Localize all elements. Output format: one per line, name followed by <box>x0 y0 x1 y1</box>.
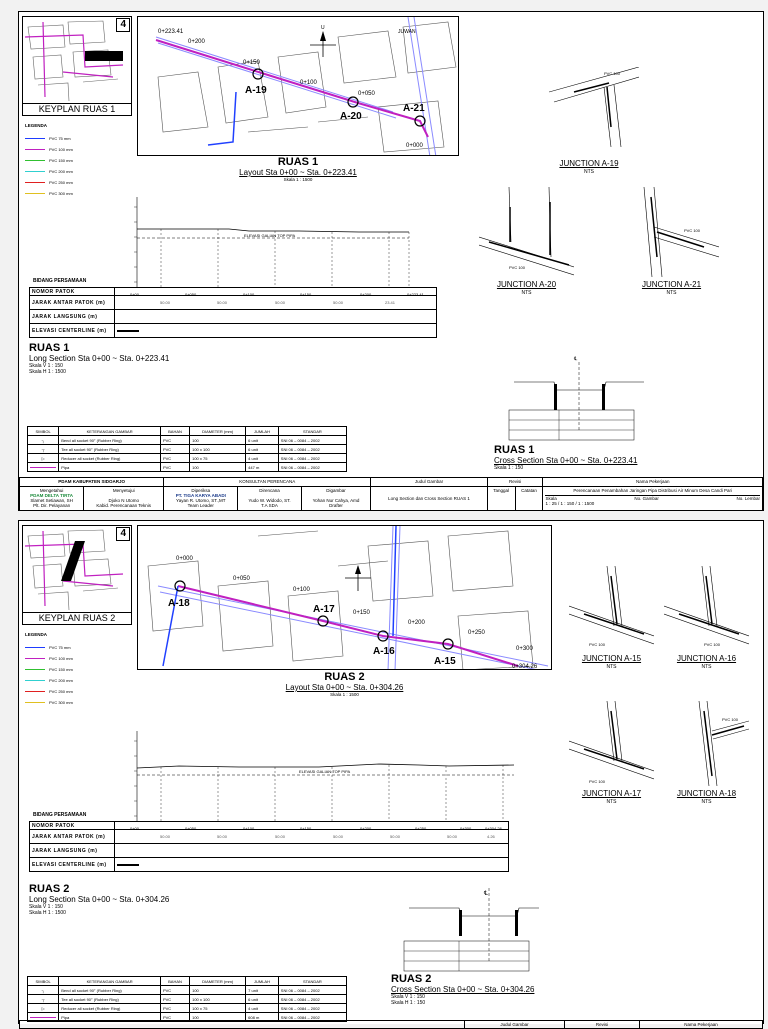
row-label: NOMOR PATOK <box>30 822 115 830</box>
legend-swatch <box>25 702 45 703</box>
station-value: 0+300 <box>460 825 472 831</box>
symbol-row: ┬ Tee all socket 90° (Rubber Ring) PVC 100 x 100 6 unit SNI 06 – 0084 – 2002 <box>28 995 347 1004</box>
legend-swatch <box>25 691 45 692</box>
legend-label: PVC 200 mm <box>49 678 73 683</box>
symbol-header: JUMLAH <box>246 427 279 436</box>
bend-symbol-icon: ┐ <box>28 986 59 995</box>
legend-item <box>25 686 73 697</box>
legend-item <box>25 697 73 708</box>
svg-text:PVC 100: PVC 100 <box>589 642 606 647</box>
junction-detail-a16 <box>664 566 744 670</box>
layout-plan-drawing <box>138 526 552 670</box>
station-label: 0+250 <box>468 630 485 636</box>
station-value: 0+00 <box>130 291 140 297</box>
station-value: 0+100 <box>243 825 255 831</box>
legend-label: PVC 100 mm <box>49 147 73 152</box>
station-value: 0+200 <box>360 825 372 831</box>
project-header: Nama Pekerjaan <box>640 1021 763 1029</box>
note-header: Catatan <box>515 486 543 510</box>
junction-title: JUNCTION A-20 <box>496 280 557 289</box>
cross-section-caption <box>494 444 637 471</box>
symbol-header: BAHAN <box>160 977 189 986</box>
junction-label: A-16 <box>373 646 395 657</box>
long-section-scale-h: Skala H 1 : 1500 <box>29 369 66 375</box>
cross-section-drawing <box>389 883 539 973</box>
station-value: 0+150 <box>300 825 312 831</box>
symbol-row: Pipa PVC 100 447 m SNI 06 – 0084 – 2002 <box>28 463 347 472</box>
symbol-row: ┬ Tee all socket 90° (Rubber Ring) PVC 100 x 100 6 unit SNI 06 – 0084 – 2002 <box>28 445 347 454</box>
consultant-logo: PT. TIGA KARYA ABADI <box>175 492 226 498</box>
junction-label: A-19 <box>245 85 267 96</box>
project-name: Perencanaan Penambahan Jaringan Pipa Distribusi Air Minum Desa Candi Pari <box>573 487 733 493</box>
legend-swatch <box>25 149 45 150</box>
legend-label: PVC 100 mm <box>49 656 73 661</box>
layout-map-ruas-2 <box>137 525 552 670</box>
title-block <box>19 1020 763 1029</box>
layout-scale: Skala 1 : 1500 <box>330 692 359 697</box>
pdam-logo: PDAM DELTA TIRTA <box>30 492 73 498</box>
road-name: JUWAN <box>398 29 416 35</box>
project-cell: Perencanaan Penambahan Jaringan Pipa Distribusi Air Minum Desa Candi Pari Skala No. Gambar No. Lembar 1 : 25 / 1 : 150 / 1 : 1500 <box>543 486 763 510</box>
station-label: 0+150 <box>353 610 370 616</box>
drafter-cell: Digambar Yohan Nur Cahya, Amd Drafter <box>301 486 371 510</box>
bend-symbol-icon: ┐ <box>28 436 59 445</box>
station-label: 0+100 <box>300 80 317 86</box>
profile-table <box>29 287 437 338</box>
distance-value: 50.00 <box>217 300 228 305</box>
svg-text:PVC 100: PVC 100 <box>604 71 621 76</box>
junction-diagram <box>479 187 574 277</box>
pipe-route <box>156 40 428 137</box>
junction-label: A-21 <box>403 103 425 114</box>
legend-item <box>25 188 73 199</box>
north-arrow-icon <box>310 25 336 57</box>
station-value: 0+100 <box>243 291 255 297</box>
cross-section-title: RUAS 1 <box>494 444 535 456</box>
long-section-scale-v: Skala V 1 : 150 <box>29 904 63 910</box>
junction-label: A-20 <box>340 111 362 122</box>
approver-cell: Menyetujui Djoko N Utomo Kabid. Perencanaan Teknis <box>84 486 164 510</box>
symbol-table <box>27 976 347 1022</box>
distance-value: 50.00 <box>447 834 458 839</box>
junction-nts: NTS <box>606 799 617 805</box>
legend-swatch <box>25 160 45 161</box>
profile-drawing <box>119 731 519 821</box>
station-value: 0+00 <box>130 825 140 831</box>
reducer-symbol-icon: ▷ <box>28 1004 59 1013</box>
legend-swatch <box>25 658 45 659</box>
legend-item <box>25 133 73 144</box>
station-label: 0+050 <box>358 91 375 97</box>
symbol-row: ▷ Reducer all socket (Rubber Ring) PVC 100 x 75 4 unit SNI 06 – 0084 – 2002 <box>28 1004 347 1013</box>
symbol-row: ▷ Reducer all socket (Rubber Ring) PVC 100 x 75 4 unit SNI 06 – 0084 – 2002 <box>28 454 347 463</box>
legend-swatch <box>25 171 45 172</box>
legend-item <box>25 653 73 664</box>
station-value: 0+050 <box>185 291 197 297</box>
title-block <box>19 477 763 511</box>
junction-label: A-18 <box>168 598 190 609</box>
legend-swatch <box>25 669 45 670</box>
pipe-label: ELEVASI GALIAN TOP PIPA <box>244 233 296 238</box>
symbol-header: DIAMETER (mm) <box>190 977 246 986</box>
distance-value: 23.41 <box>385 300 396 305</box>
reducer-symbol-icon: ▷ <box>28 454 59 463</box>
tee-symbol-icon: ┬ <box>28 995 59 1004</box>
distance-cell <box>115 296 437 310</box>
junction-diagram <box>664 701 749 786</box>
junction-label: A-15 <box>434 656 456 667</box>
station-label: 0+200 <box>408 620 425 626</box>
long-section-subtitle: Long Section Sta 0+00 ~ Sta. 0+304.26 <box>29 895 170 904</box>
pipe-symbol-icon <box>28 463 59 472</box>
junction-label: A-17 <box>313 604 335 615</box>
legend-label: PVC 150 mm <box>49 158 73 163</box>
distance-value: 50.00 <box>390 834 401 839</box>
distance-value: 50.00 <box>333 300 344 305</box>
legend <box>25 629 73 708</box>
layout-map-ruas-1 <box>137 16 459 156</box>
legend-label: PVC 75 mm <box>49 645 71 650</box>
row-label: JARAK LANGSUNG (m) <box>30 310 115 324</box>
station-value: 0+050 <box>185 825 197 831</box>
svg-text:U: U <box>321 25 325 31</box>
station-label: 0+200 <box>188 39 205 45</box>
junction-diagram <box>549 67 639 152</box>
junction-title: JUNCTION A-21 <box>641 280 702 289</box>
cross-section-subtitle: Cross Section Sta 0+00 ~ Sta. 0+304.26 <box>391 985 535 994</box>
cross-section-scale-h: Skala H 1 : 150 <box>391 1000 426 1006</box>
row-label: JARAK ANTAR PATOK (m) <box>30 830 115 844</box>
junction-nts: NTS <box>521 290 532 296</box>
junction-detail-a20 <box>479 187 559 296</box>
pipe-route <box>178 586 518 666</box>
legend-swatch <box>25 647 45 648</box>
elevation-cell <box>115 858 509 872</box>
junction-nts: NTS <box>606 664 617 670</box>
centerline-icon: ℄ <box>484 891 488 897</box>
cross-section-title: RUAS 2 <box>391 973 432 985</box>
junction-diagram <box>569 701 654 786</box>
legend-label: PVC 250 mm <box>49 180 73 185</box>
long-section-caption <box>29 883 169 916</box>
svg-text:PVC 100: PVC 100 <box>704 642 721 647</box>
station-value: 0+200 <box>360 291 372 297</box>
legend-title: LEGENDA <box>25 632 48 637</box>
profile-table <box>29 821 509 872</box>
revision-header: Revisi <box>487 478 543 487</box>
distance-value: 50.00 <box>160 834 171 839</box>
station-label: 0+223.41 <box>158 29 184 35</box>
junction-title: JUNCTION A-15 <box>581 654 642 663</box>
symbol-header: STANDAR <box>278 427 346 436</box>
symbol-header: BAHAN <box>160 427 189 436</box>
junction-title: JUNCTION A-17 <box>581 789 642 798</box>
symbol-row: ┐ Bend all socket 90° (Rubber Ring) PVC 100 6 unit SNI 06 – 0084 – 2002 <box>28 436 347 445</box>
junction-title: JUNCTION A-19 <box>559 159 619 168</box>
legend-item <box>25 166 73 177</box>
revision-header: Revisi <box>565 1021 640 1029</box>
legend-item <box>25 155 73 166</box>
distance-value: 50.00 <box>333 834 344 839</box>
layout-scale: Skala 1 : 1500 <box>283 177 313 182</box>
legend-label: PVC 150 mm <box>49 667 73 672</box>
keyplan-title: KEYPLAN RUAS 2 <box>23 612 131 624</box>
long-section-subtitle: Long Section Sta 0+00 ~ Sta. 0+223.41 <box>29 354 170 363</box>
station-label: 0+050 <box>233 576 250 582</box>
distance-value: 50.00 <box>217 834 228 839</box>
cross-section-diagram <box>494 352 644 442</box>
row-label: NOMOR PATOK <box>30 288 115 296</box>
legend-title: LEGENDA <box>25 123 48 128</box>
distance-value: 4.26 <box>487 834 495 839</box>
tee-symbol-icon: ┬ <box>28 445 59 454</box>
distance-value: 50.00 <box>275 834 286 839</box>
centerline-icon: ℄ <box>574 356 578 362</box>
direct-distance-cell <box>115 844 509 858</box>
long-section-scale-v: Skala V 1 : 150 <box>29 363 63 369</box>
long-section-title: RUAS 1 <box>29 342 70 354</box>
layout-caption <box>137 671 552 697</box>
station-label: 0+100 <box>293 587 310 593</box>
cross-section-subtitle: Cross Section Sta 0+00 ~ Sta. 0+223.41 <box>494 456 638 465</box>
row-label: JARAK ANTAR PATOK (m) <box>30 296 115 310</box>
junction-detail-a17 <box>569 701 649 805</box>
legend-item <box>25 177 73 188</box>
drawing-title: Long Section dan Cross Section RUAS 1 <box>371 486 487 510</box>
distance-value: 50.00 <box>160 300 171 305</box>
consultant-name: KONSULTAN PERENCANA <box>164 478 371 487</box>
keyplan-ruas-1 <box>22 16 132 116</box>
scale-values: 1 : 25 / 1 : 150 / 1 : 1500 <box>545 500 595 506</box>
drawing-title-header: Judul Gambar <box>465 1021 565 1029</box>
legend <box>25 120 73 199</box>
symbol-header: KETERANGAN GAMBAR <box>59 427 161 436</box>
junction-diagram <box>569 566 654 651</box>
svg-text:PVC 100: PVC 100 <box>722 717 739 722</box>
svg-text:PVC 100: PVC 100 <box>684 228 701 233</box>
station-label: 0+000 <box>406 143 423 149</box>
junction-title: JUNCTION A-18 <box>676 789 737 798</box>
legend-swatch <box>25 193 45 194</box>
layout-title: RUAS 1 <box>277 156 319 168</box>
legend-item <box>25 664 73 675</box>
keyplan-number: 4 <box>116 527 130 541</box>
symbol-header: JUMLAH <box>246 977 279 986</box>
row-label: ELEVASI CENTERLINE (m) <box>30 324 115 338</box>
legend-label: PVC 300 mm <box>49 191 73 196</box>
layout-title: RUAS 2 <box>324 671 365 683</box>
keyplan-ruas-2 <box>22 525 132 625</box>
date-header: Tanggal <box>487 486 515 510</box>
cross-section-caption <box>391 973 534 1006</box>
station-value: 0+250 <box>415 825 427 831</box>
legend-label: PVC 200 mm <box>49 169 73 174</box>
cross-section-scale: Skala 1 : 150 <box>494 465 524 471</box>
junction-nts: NTS <box>584 169 594 175</box>
row-label: ELEVASI CENTERLINE (m) <box>30 858 115 872</box>
station-label: 0+304.26 <box>512 664 538 670</box>
profile-graph <box>119 731 519 821</box>
pipe-label: ELEVASI GALIAN TOP PIPA <box>299 769 351 774</box>
drawing-sheet-ruas-1 <box>18 11 764 511</box>
elevation-cell <box>115 324 437 338</box>
profile-drawing <box>119 197 449 287</box>
cross-section-scale-v: Skala V 1 : 150 <box>391 994 425 1000</box>
station-label: 0+150 <box>243 60 260 66</box>
keyplan-title: KEYPLAN RUAS 1 <box>23 103 131 115</box>
owner-name: PDAM KABUPATEN SIDOARJO <box>20 478 164 487</box>
datum-label: BIDANG PERSAMAAN <box>33 812 87 818</box>
station-value: 0+304.26 <box>485 825 502 831</box>
layout-subtitle: Layout Sta 0+00 ~ Sta. 0+223.41 <box>239 168 357 177</box>
junction-detail-a21 <box>624 187 704 296</box>
distance-cell <box>115 830 509 844</box>
svg-text:PVC 100: PVC 100 <box>509 265 526 270</box>
junction-nts: NTS <box>701 799 712 805</box>
svg-text:PVC 100: PVC 100 <box>589 779 606 784</box>
symbol-header: STANDAR <box>278 977 346 986</box>
row-label: JARAK LANGSUNG (m) <box>30 844 115 858</box>
datum-label: BIDANG PERSAMAAN <box>33 278 87 284</box>
direct-distance-cell <box>115 310 437 324</box>
station-cell <box>115 822 509 830</box>
symbol-header: DIAMETER (mm) <box>190 427 246 436</box>
north-arrow-icon <box>345 565 371 591</box>
symbol-row: ┐ Bend all socket 90° (Rubber Ring) PVC 100 7 unit SNI 06 – 0084 – 2002 <box>28 986 347 995</box>
cross-section-drawing <box>494 352 644 442</box>
station-value: 0+223.41 <box>407 291 424 297</box>
drawing-sheet-ruas-2 <box>18 520 764 1027</box>
symbol-row: Pipa PVC 100 608 m SNI 06 – 0084 – 2002 <box>28 1013 347 1022</box>
layout-plan-drawing <box>138 17 459 156</box>
legend-label: PVC 250 mm <box>49 689 73 694</box>
drawing-title-header: Judul Gambar <box>371 478 487 487</box>
legend-item <box>25 675 73 686</box>
legend-swatch <box>25 138 45 139</box>
station-label: 0+000 <box>176 556 193 562</box>
long-section-scale-h: Skala H 1 : 1500 <box>29 910 66 916</box>
junction-diagram <box>624 187 719 277</box>
legend-label: PVC 75 mm <box>49 136 71 141</box>
layout-subtitle: Layout Sta 0+00 ~ Sta. 0+304.26 <box>285 683 404 692</box>
long-section-title: RUAS 2 <box>29 883 70 895</box>
station-value: 0+150 <box>300 291 312 297</box>
junction-nts: NTS <box>666 290 677 296</box>
symbol-header: SIMBOL <box>28 427 59 436</box>
long-section-caption <box>29 342 169 375</box>
station-label: 0+300 <box>516 646 533 652</box>
symbol-header: KETERANGAN GAMBAR <box>59 977 161 986</box>
legend-swatch <box>25 182 45 183</box>
designer-cell: Direncana Yudo W. Widodo, ST. T.A SDA <box>238 486 301 510</box>
distance-value: 50.00 <box>275 300 286 305</box>
junction-detail-a15 <box>569 566 649 670</box>
junction-detail-a19 <box>549 67 629 175</box>
legend-swatch <box>25 680 45 681</box>
layout-caption <box>137 156 459 182</box>
station-cell <box>115 288 437 296</box>
profile-graph <box>119 197 449 287</box>
project-header: Nama Pekerjaan <box>543 478 763 487</box>
junction-title: JUNCTION A-16 <box>676 654 737 663</box>
junction-detail-a18 <box>664 701 744 805</box>
keyplan-number: 4 <box>116 18 130 32</box>
junction-diagram <box>664 566 749 651</box>
junction-nts: NTS <box>701 664 712 670</box>
cross-section-diagram <box>389 883 539 973</box>
legend-label: PVC 300 mm <box>49 700 73 705</box>
symbol-table <box>27 426 347 472</box>
legend-item <box>25 144 73 155</box>
symbol-header: SIMBOL <box>28 977 59 986</box>
checker-cell: Diperiksa PT. TIGA KARYA ABADI Yayan R. Utomo, ST.,MT Team Leader <box>164 486 238 510</box>
approver-cell: Mengetahui PDAM DELTA TIRTA Slamet Setiawan, SH Plt. Dir. Pelayanan <box>20 486 84 510</box>
legend-item <box>25 642 73 653</box>
